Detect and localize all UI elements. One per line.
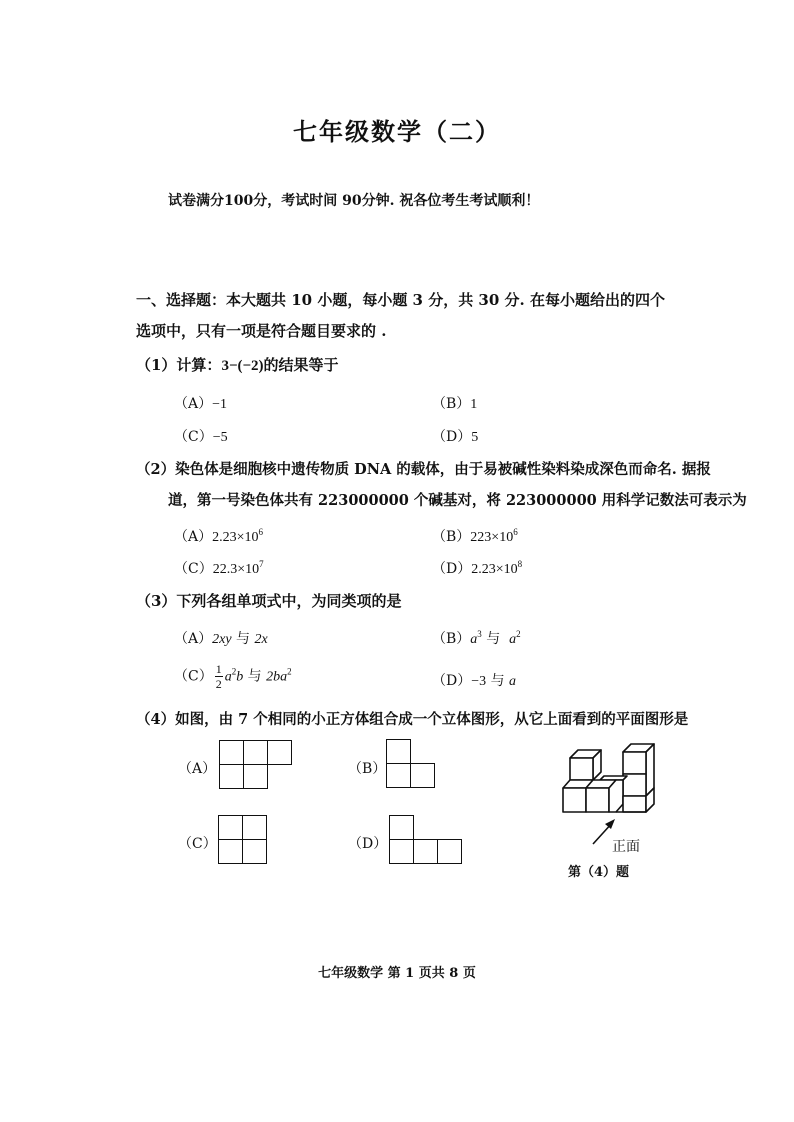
numerator: 1: [215, 662, 222, 676]
option-exponent: 6: [258, 527, 264, 537]
q4-option-b-grid: [386, 739, 440, 791]
term-1: −3: [471, 674, 487, 689]
term-1-exponent: 2: [231, 666, 237, 677]
q3-option-b: [432, 628, 521, 648]
grid-cell: [218, 839, 243, 864]
term-1-exponent: 3: [477, 629, 482, 639]
option-label: （C）: [174, 561, 213, 577]
grid-cell: [389, 839, 414, 864]
question-1: [136, 354, 339, 375]
term-2: 2ba: [266, 669, 288, 685]
option-base: 223×10: [470, 530, 514, 545]
term-1: 2xy: [212, 632, 232, 647]
front-face-label: 正面: [612, 839, 640, 855]
grid-cell: [389, 815, 414, 840]
q1-option-d: [432, 426, 478, 446]
conjunction: 与: [236, 631, 251, 647]
term-1-base: a: [224, 669, 232, 685]
q4-option-d-label: （D）: [348, 836, 388, 852]
question-4: （4）如图，由 7 个相同的小正方体组合成一个立体图形，从它上面看到的平面图形是: [136, 711, 689, 728]
grid-cell: [437, 839, 462, 864]
cube-face: [586, 788, 609, 812]
q4-option-d-grid: [389, 815, 465, 867]
option-exponent: 7: [259, 559, 264, 569]
option-label: （C）: [174, 668, 213, 685]
q2-option-d: [432, 558, 522, 578]
option-label: （B）: [432, 529, 471, 545]
conjunction: 与: [490, 673, 505, 689]
q2-option-c: [174, 558, 264, 578]
q4-option-b-label: （B）: [348, 761, 387, 777]
term-1-tail: b: [236, 669, 244, 685]
grid-cell: [386, 763, 411, 788]
grid-cell: [413, 839, 438, 864]
cube-face: [623, 752, 646, 774]
grid-cell: [243, 764, 268, 789]
page-footer: 七年级数学 第 1 页共 8 页: [318, 966, 476, 981]
exam-notice: 试卷满分100分，考试时间 90分钟. 祝各位考生考试顺利！: [168, 193, 540, 209]
option-value: −1: [212, 397, 228, 412]
q2-line-1: （2）染色体是细胞核中遗传物质 DNA 的载体，由于易被碱性染料染成深色而命名. 据报: [136, 461, 711, 478]
q3-option-d: [432, 670, 516, 690]
q2-line-2: 道，第一号染色体共有 223000000 个碱基对，将 223000000 用科学记数法可表示为: [168, 492, 747, 509]
exam-title: 七年级数学（二）: [293, 117, 501, 146]
arrow-head-icon: [605, 819, 615, 829]
option-label: （A）: [174, 631, 213, 647]
cube-face: [570, 758, 593, 780]
cube-face: [623, 796, 646, 812]
option-label: （D）: [432, 673, 472, 689]
grid-cell: [242, 839, 267, 864]
grid-cell: [242, 815, 267, 840]
q2-option-b: [432, 526, 518, 546]
q3-option-c: [174, 662, 292, 691]
grid-cell: [218, 815, 243, 840]
cube-face: [609, 780, 623, 812]
q4-option-c-grid: [218, 815, 270, 867]
option-base: 22.3×10: [212, 562, 260, 577]
q1-option-b: [432, 393, 477, 413]
denominator: 2: [215, 677, 222, 691]
option-label: （C）: [174, 429, 213, 445]
grid-cell: [219, 764, 244, 789]
q4-option-a-label: （A）: [178, 761, 217, 777]
option-label: （D）: [432, 561, 472, 577]
option-label: （B）: [432, 396, 471, 412]
cube-face: [563, 788, 586, 812]
option-exponent: 6: [513, 527, 518, 537]
term-1-base: a: [470, 632, 478, 647]
option-exponent: 8: [517, 559, 523, 569]
q1-expression: 3−(−2): [221, 358, 264, 374]
question-3: （3）下列各组单项式中，为同类项的是: [136, 592, 402, 610]
q4-option-a-grid: [219, 740, 297, 792]
q3-option-a: [174, 628, 268, 648]
term-2-exponent: 2: [287, 666, 292, 677]
figure-caption: 第（4）题: [568, 865, 630, 880]
q1-option-a: [174, 393, 227, 413]
option-value: −5: [212, 430, 228, 445]
option-label: （A）: [174, 396, 213, 412]
q1-prefix: （1）计算：: [136, 356, 222, 374]
grid-cell: [219, 740, 244, 765]
grid-cell: [243, 740, 268, 765]
grid-cell: [267, 740, 292, 765]
fraction: [215, 662, 223, 691]
q1-suffix: 的结果等于: [263, 356, 339, 374]
conjunction: 与: [486, 631, 501, 647]
option-base: 2.23×10: [212, 530, 259, 545]
option-label: （B）: [432, 631, 471, 647]
option-value: 1: [470, 397, 478, 412]
cube-figure: [555, 740, 665, 850]
grid-cell: [410, 763, 435, 788]
conjunction: 与: [247, 668, 262, 685]
option-value: 5: [471, 430, 479, 445]
term-2: 2x: [254, 632, 268, 647]
option-label: （D）: [432, 429, 472, 445]
q1-option-c: [174, 426, 228, 446]
term-2: a: [509, 674, 517, 689]
section-1-heading: 一、选择题：本大题共 10 小题，每小题 3 分，共 30 分. 在每小题给出的四个选项中，只有一项是符合题目要求的 .: [136, 291, 665, 340]
q4-option-c-label: （C）: [178, 836, 217, 852]
option-base: 2.23×10: [471, 562, 518, 577]
q2-option-a: [174, 526, 263, 546]
term-2-base: a: [509, 632, 517, 647]
grid-cell: [386, 739, 411, 764]
term-2-exponent: 2: [516, 629, 521, 639]
option-label: （A）: [174, 529, 213, 545]
